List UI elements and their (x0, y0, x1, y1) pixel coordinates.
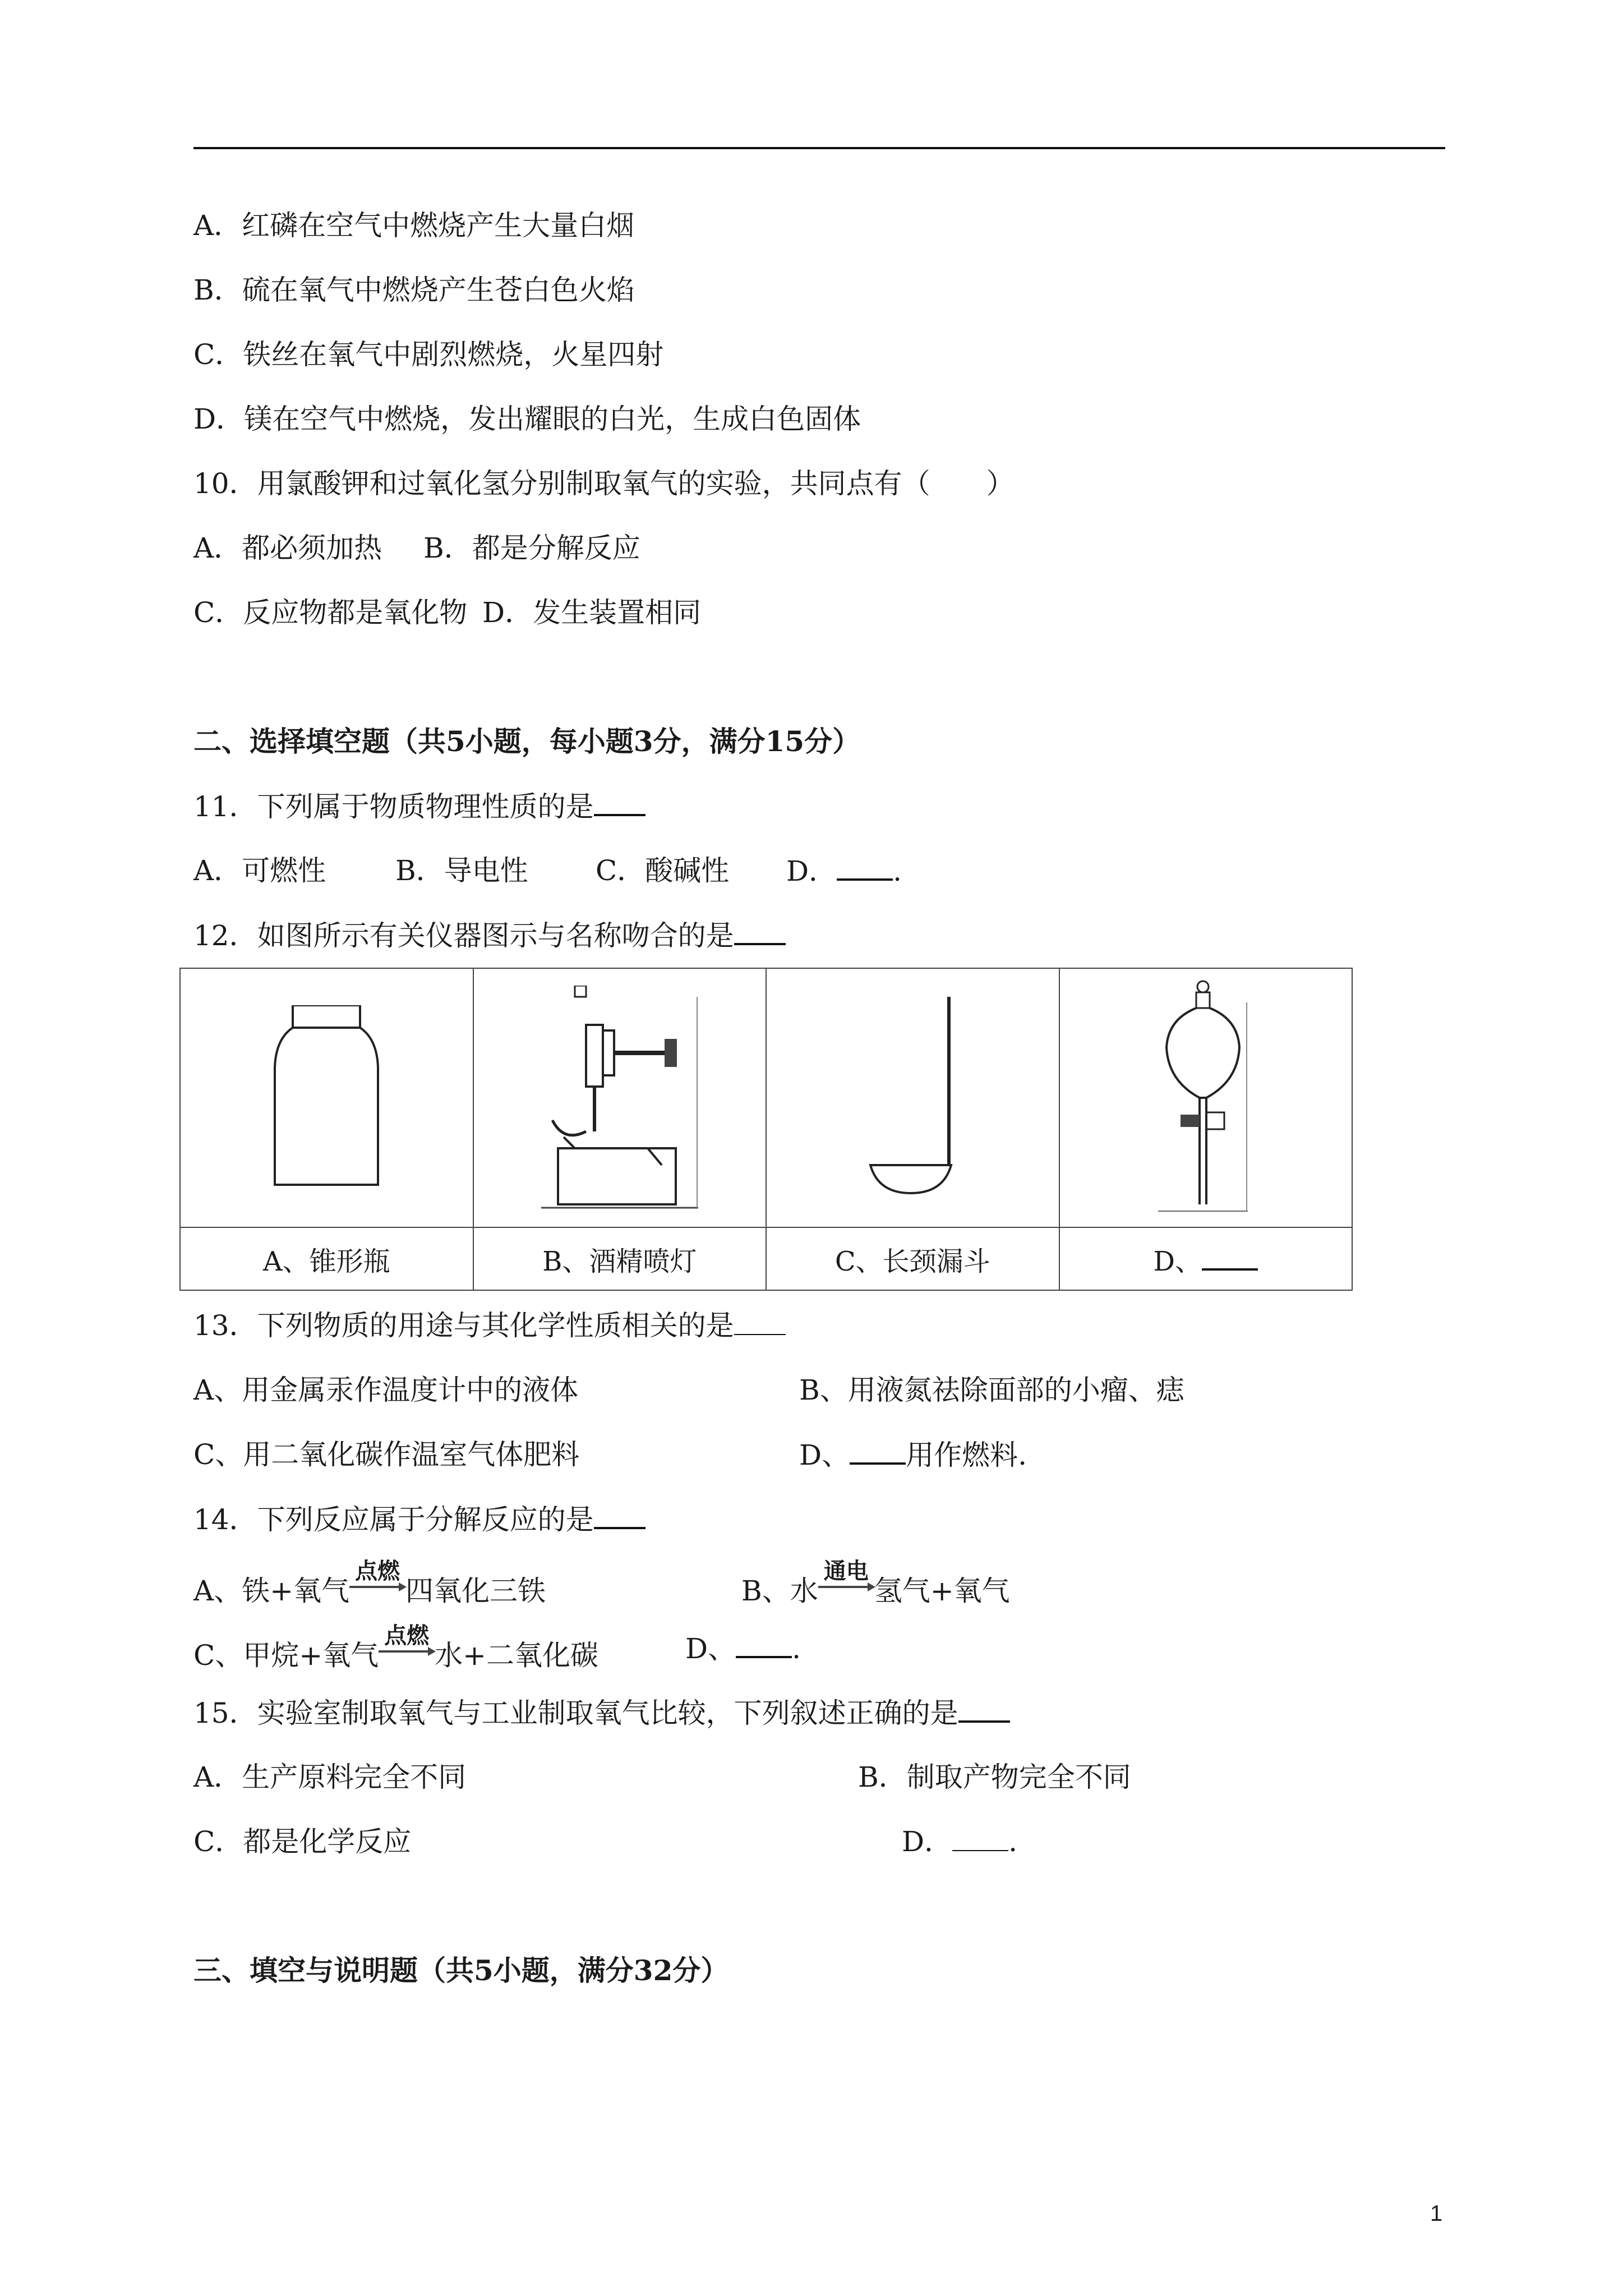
instrument-label-d-blank[interactable] (1202, 1244, 1258, 1271)
q10-option-a: A．都必须加热 (193, 532, 382, 564)
q11-option-d-blank[interactable] (837, 854, 893, 881)
instrument-cell-c (766, 968, 1059, 1227)
q11-option-d-tail: . (893, 855, 902, 887)
instrument-table (179, 968, 1353, 1291)
reaction-arrow (379, 1623, 435, 1665)
q14-option-d-tail: . (792, 1632, 801, 1665)
q15-option-d-tail: . (1008, 1825, 1017, 1858)
q10-option-c: C．反应物都是氧化物 (193, 596, 468, 629)
q14-option-c (193, 1623, 599, 1672)
q14-option-b-reactants: B、水 (741, 1575, 818, 1607)
q13-stem-text: 13．下列物质的用途与其化学性质相关的是 (193, 1309, 734, 1342)
q9-option-b: B．硫在氧气中燃烧产生苍白色火焰 (193, 274, 635, 306)
q11-option-d (786, 854, 902, 888)
instrument-cell-b (473, 968, 767, 1227)
separatory-funnel-icon (1158, 980, 1253, 1216)
section-2-title: 二、选择填空题（共5小题，每小题3分，满分15分） (193, 725, 861, 758)
q9-option-d: D．镁在空气中燃烧，发出耀眼的白光，生成白色固体 (193, 403, 861, 435)
q14-stem (193, 1502, 645, 1536)
q12-stem-text: 12．如图所示有关仪器图示与名称吻合的是 (193, 919, 734, 952)
reaction-condition: 点燃 (384, 1623, 430, 1649)
q15-option-d-text: D． (902, 1825, 953, 1858)
q13-option-b: B、用液氮祛除面部的小瘤、痣 (799, 1374, 1184, 1406)
q15-option-d-blank[interactable] (952, 1825, 1008, 1851)
q14-option-d (685, 1631, 801, 1665)
q15-option-a: A．生产原料完全不同 (193, 1761, 467, 1793)
instrument-cell-a (180, 968, 473, 1227)
q11-option-a: A．可燃性 (193, 854, 326, 887)
q15-option-b: B．制取产物完全不同 (858, 1761, 1131, 1793)
q11-stem-text: 11．下列属于物质物理性质的是 (193, 790, 594, 823)
q10-option-d: D．发生装置相同 (482, 596, 702, 629)
q14-option-c-products: 水+二氧化碳 (435, 1639, 599, 1672)
q14-option-b (741, 1558, 1010, 1608)
q15-answer-blank[interactable] (958, 1696, 1010, 1723)
instrument-label-c: C、长颈漏斗 (766, 1227, 1059, 1290)
section-3-title: 三、填空与说明题（共5小题，满分32分） (193, 1954, 729, 1987)
q14-option-d-blank[interactable] (736, 1631, 792, 1658)
instrument-label-a: A、锥形瓶 (180, 1227, 473, 1290)
q13-option-d (799, 1438, 1027, 1472)
wide-mouth-bottle-icon (270, 1005, 382, 1190)
q9-option-a: A．红磷在空气中燃烧产生大量白烟 (193, 209, 635, 242)
q13-option-d-tail: 用作燃料. (906, 1439, 1027, 1471)
q14-option-a-reactants: A、铁+氧气 (193, 1575, 350, 1607)
instrument-label-d (1059, 1227, 1353, 1290)
q13-option-d-text: D、 (799, 1439, 850, 1471)
q14-option-c-reactants: C、甲烷+氧气 (193, 1639, 379, 1672)
q11-option-b: B．导电性 (395, 854, 528, 887)
q13-stem (193, 1309, 786, 1342)
q15-option-c: C．都是化学反应 (193, 1825, 412, 1858)
q14-answer-blank[interactable] (594, 1502, 645, 1529)
reaction-arrow (818, 1558, 874, 1600)
q10-option-b: B．都是分解反应 (423, 532, 640, 564)
instrument-label-b: B、酒精喷灯 (473, 1227, 767, 1290)
q10-stem: 10．用氯酸钾和过氧化氢分别制取氧气的实验，共同点有（ ） (193, 467, 1015, 500)
reaction-condition: 通电 (823, 1558, 869, 1584)
q15-option-d (902, 1825, 1017, 1858)
q13-answer-blank[interactable] (734, 1309, 786, 1335)
alcohol-blowtorch-icon (541, 986, 698, 1210)
reaction-condition: 点燃 (355, 1558, 400, 1584)
q9-option-c: C．铁丝在氧气中剧烈燃烧，火星四射 (193, 338, 664, 371)
q11-answer-blank[interactable] (594, 789, 645, 816)
q13-option-a: A、用金属汞作温度计中的液体 (193, 1374, 579, 1406)
instrument-cell-d (1059, 968, 1353, 1227)
q11-option-d-text: D． (786, 855, 837, 887)
q11-stem (193, 789, 645, 823)
page-number: 1 (1430, 2201, 1443, 2226)
q14-option-d-text: D、 (685, 1632, 736, 1665)
q11-option-c: C．酸碱性 (596, 854, 730, 887)
q14-stem-text: 14．下列反应属于分解反应的是 (193, 1503, 594, 1536)
q13-option-c: C、用二氧化碳作温室气体肥料 (193, 1438, 580, 1471)
q15-stem (193, 1696, 1010, 1730)
q12-answer-blank[interactable] (734, 918, 786, 945)
header-rule (193, 147, 1445, 149)
q12-stem (193, 918, 786, 953)
q13-option-d-blank[interactable] (850, 1438, 906, 1465)
combustion-spoon-icon (865, 997, 960, 1199)
q15-stem-text: 15．实验室制取氧气与工业制取氧气比较，下列叙述正确的是 (193, 1697, 958, 1729)
q14-option-a-products: 四氧化三铁 (405, 1575, 546, 1607)
q14-option-a (193, 1558, 546, 1608)
instrument-label-d-text: D、 (1153, 1245, 1202, 1277)
reaction-arrow (349, 1558, 405, 1600)
q14-option-b-products: 氢气+氧气 (874, 1575, 1010, 1607)
